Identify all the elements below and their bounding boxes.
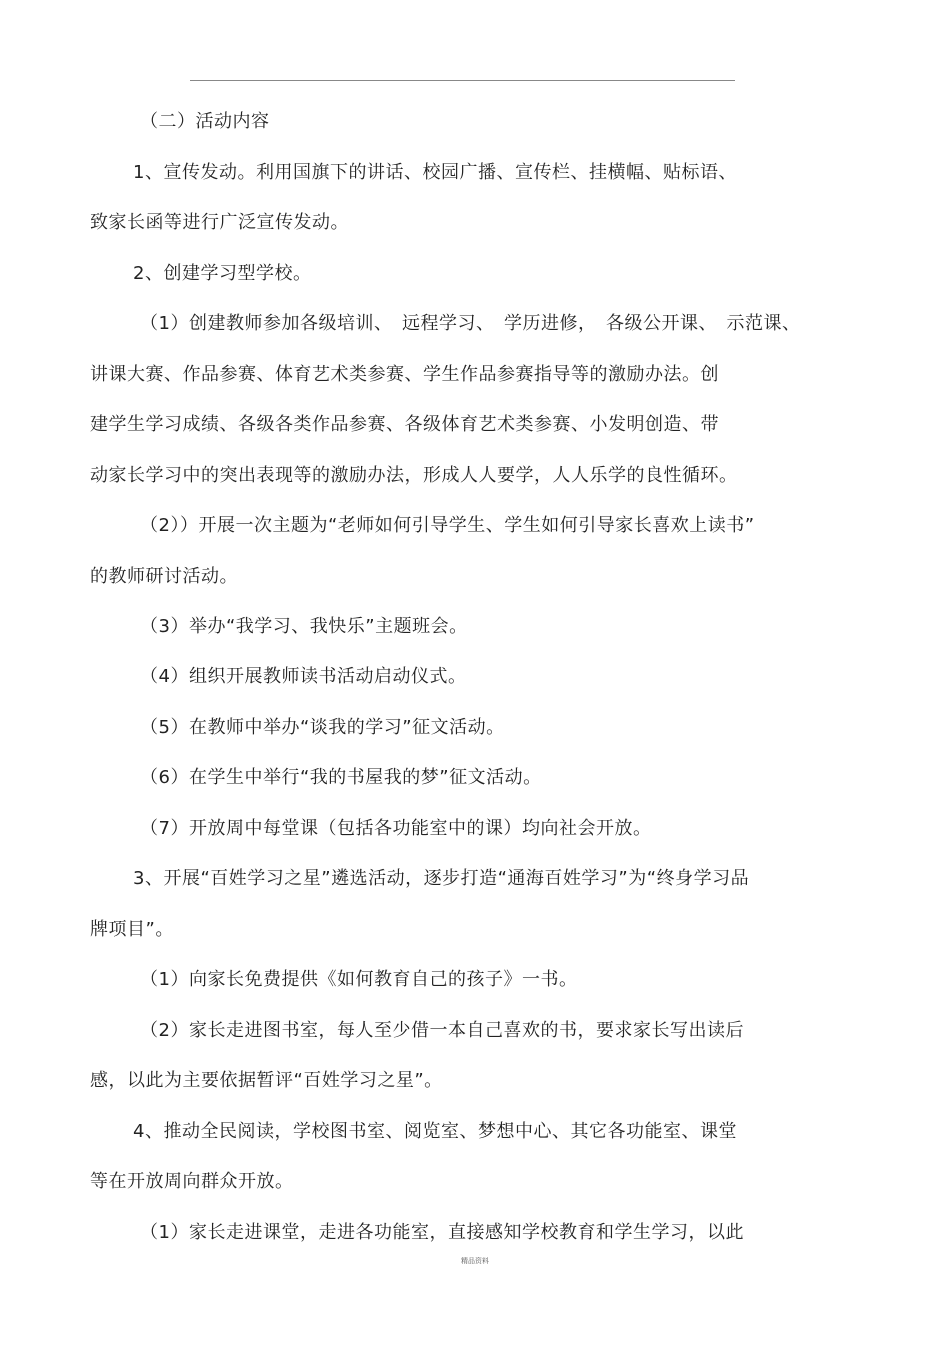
paragraph-line: 3、开展“百姓学习之星”遴选活动，逐步打造“通海百姓学习”为“终身学习品 [133,868,750,889]
paragraph-line: （2）家长走进图书室，每人至少借一本自己喜欢的书，要求家长写出读后 [140,1020,744,1041]
paragraph-line: 讲课大赛、作品参赛、体育艺术类参赛、学生作品参赛指导等的激励办法。创 [90,364,719,385]
paragraph-line: 4、推动全民阅读，学校图书室、阅览室、梦想中心、其它各功能室、课堂 [133,1121,737,1142]
paragraph-line: 2、创建学习型学校。 [133,263,312,284]
paragraph-line: （1）向家长免费提供《如何教育自己的孩子》一书。 [140,969,578,990]
paragraph-line: 感，以此为主要依据暂评“百姓学习之星”。 [90,1070,443,1091]
paragraph-line: （1）家长走进课堂，走进各功能室，直接感知学校教育和学生学习，以此 [140,1222,744,1243]
paragraph-line: 动家长学习中的突出表现等的激励办法，形成人人要学，人人乐学的良性循环。 [90,465,738,486]
paragraph-line: 致家长函等进行广泛宣传发动。 [90,212,349,233]
paragraph-line: （1）创建教师参加各级培训、 远程学习、 学历进修， 各级公开课、 示范课、 [140,313,801,334]
paragraph-line: （2））开展一次主题为“老师如何引导学生、学生如何引导家长喜欢上读书” [140,515,755,536]
paragraph-line: （7）开放周中每堂课（包括各功能室中的课）均向社会开放。 [140,818,652,839]
paragraph-line: 的教师研讨活动。 [90,566,238,587]
paragraph-line: 1、宣传发动。利用国旗下的讲话、校园广播、宣传栏、挂横幅、贴标语、 [133,162,737,183]
paragraph-line: 牌项目”。 [90,919,174,940]
header-rule [190,80,735,81]
paragraph-line: （3）举办“我学习、我快乐”主题班会。 [140,616,468,637]
paragraph-line: （5）在教师中举办“谈我的学习”征文活动。 [140,717,505,738]
paragraph-line: 建学生学习成绩、各级各类作品参赛、各级体育艺术类参赛、小发明创造、带 [90,414,719,435]
page-footer: 精品资料 [461,1257,489,1265]
paragraph-line: （4）组织开展教师读书活动启动仪式。 [140,666,467,687]
paragraph-line: （6）在学生中举行“我的书屋我的梦”征文活动。 [140,767,542,788]
paragraph-line: 等在开放周向群众开放。 [90,1171,294,1192]
section-heading: （二）活动内容 [140,111,270,132]
